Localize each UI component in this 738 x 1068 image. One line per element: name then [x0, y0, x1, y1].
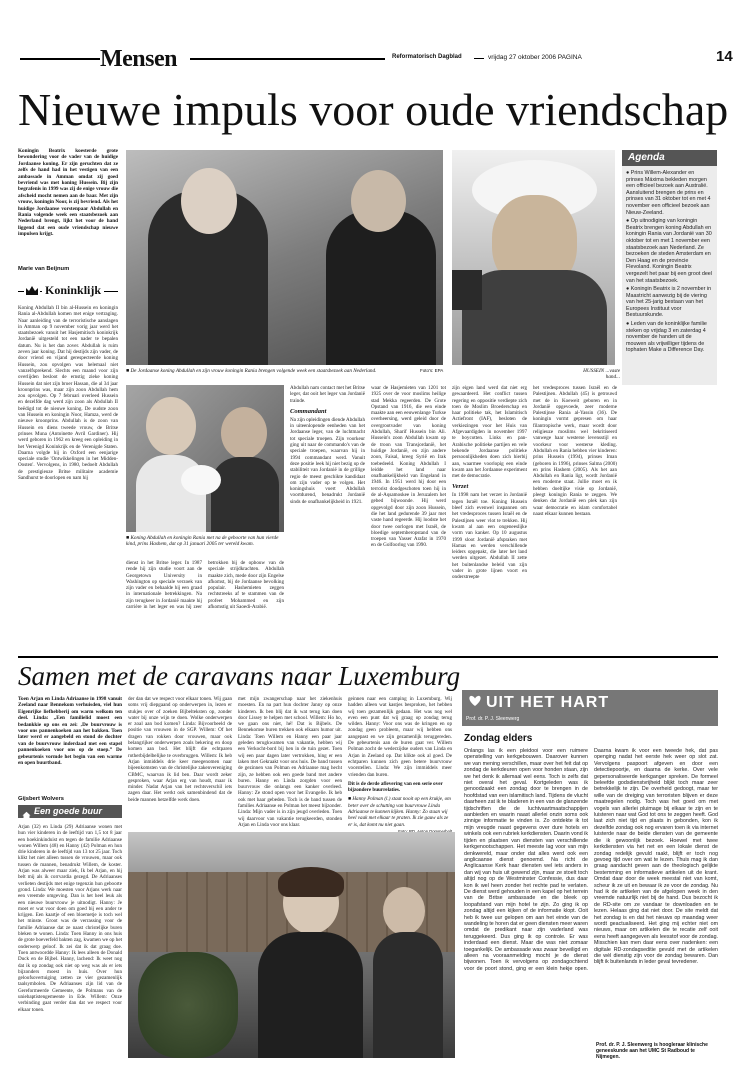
agenda-list [622, 166, 717, 354]
column-banner [462, 690, 718, 726]
column-3-text: Abdullah nam contact met het Britse leger, dat ooit het leger van Jordanië trainde. [290, 385, 365, 404]
photo-caption-2: HUSSEIN ...vaste hand... [583, 368, 620, 381]
photo-caption-3: ■ Koning Abdullah en koningin Rania met na de geboorte van hun vierde kind, prins Hashem, dat op 31 januari 2005 ter wereld kwam. [126, 535, 279, 548]
agenda-item: ● Prins Willem-Alexander en prinses Máxima bekleden morgen een officieel bezoek aan Australië. Aansluitend brengen de prins en prinses van 31 oktober tot en met 4 november een officieel bezoek aan Nieuw-Zeeland. [626, 170, 711, 216]
tag-label: Een goede buur [34, 806, 103, 816]
article-column-4: waar de Hasjemieten van 1201 tot 1925 over de voor moslims heilige stad Mekka regeerden. De Grote Opstand van 1916, die een einde maakte aan een eeuwenlange Turkse overheersing, werd geleid door de overgrootvader van koning Abdullah, Sharif Hussein bin Ali. Hussein's zoon Abdullah kwam op de troon van Transjordanië, het huidige Jordanië, en zijn andere zoon, Faisal, kreeg Syrië en Irak toebedeeld. Koning Abdullah I leidde het land naar onafhankelijkheid van Engeland in 1946. In 1951 werd hij door een terrorist doodgeschoten toen hij in de al-Aqsamoskee in Jeruzalem het gebed bijwoonde. Hij werd opgevolgd door zijn zoon Hussein, die het land gedurende 39 jaar met vaste hand regeerde. Hij loodste het door twee oorlogen met Israël, de bloedige septemberopstand van de troepen van Yasser Arafat in 1970 en de Golfoorlog van 1990. [371, 385, 446, 549]
column-author-note: Prof. dr. P. J. Sleenwerg is hoogleraar klinische geneeskunde aan het UMC St Radboud te Nijmegen. [596, 1042, 708, 1060]
banner-author: Prof. dr. P. J. Sleenwerg [466, 716, 520, 722]
article-column-2: dienst in het Britse leger. In 1987 rende hij zijn studie voort aan de Georgetown University in Washington op speciale verzoek van zijn vader en behaalde hij een graad in internationale betrekkingen. Na zijn terugkeer in Jordanië maakte hij carrière in het leger en was hij zeer betrokken bij de opbouw van de speciale strijdkrachten. Abdullah maakte zich, mede door zijn Engelse afkomst, bij de Jordaanse bevolking populair. Hashemieten zeggen rechtstreeks af te stammen van de profeet Mohammed en zijn afkomstig uit Saoedi-Arabië. [126, 560, 284, 611]
banner-title: UIT HET HART [486, 694, 610, 711]
byline: Marie van Beijnum [18, 266, 70, 272]
goede-buur-tag [18, 805, 122, 818]
series-note: Dit is de derde aflevering van een serie over bijzondere buurrelaties. [348, 780, 443, 794]
bullet-icon: ■ [126, 368, 131, 374]
photo-king-hussein [452, 150, 615, 365]
agenda-item: ● Op uitnodiging van koningin Beatrix brengen koning Abdullah en koningin Rania van Jordanië van 30 oktober tot en met 1 november een staatsbezoek aan Nederland. Ze bezoeken de steden Amsterdam en Den Haag en de provincie Flevoland. Koningin Beatrix vergezelt het paar bij een groot deel van het staatsbezoek. [626, 218, 713, 284]
article-column-3 [290, 385, 365, 650]
section-title: Mensen [100, 46, 177, 72]
subhead-commandant: Commandant [290, 407, 327, 415]
agenda-box [622, 150, 717, 385]
home-icon [22, 807, 31, 816]
section-divider [18, 656, 718, 658]
article-column-5 [452, 385, 527, 650]
column-4-text: geinnen naar een camping in Luxemburg. Wij hadden alleen wat kastjes besproken, het hebben wij toen gezamenlijk gedaan. Het was nog wel even een punt dat wij graag op zondag terug wilden. Hanny: Voor ons was de kringen en op zondag geen probleem, maar wij hebben ons aangepast en we zijn gezamenlijk teruggereden. De gebeurtenis aan de buren gaat ver. Willem Polman zocht de wederzijdse ouders van Linda en Arjan in Zeeland op. Dat klikte ook al goed. De echtparen kunnen zich geen betere buurvrouw voorstellen. Linda: We zijn immiddels meer vrienden dan buren. [348, 696, 452, 778]
verzet-text: In 1998 nam het verzet in Jordanië tegen Israël toe. Koning Hussein bleef zich evenwel inspannen om het vredesproces tussen Israël en de Palestijnen weer vlot te trekken. Hij kwam al aan een ongeneeslijke vorm van kanker. Op 10 augustus 1999 sloot Jordanië afspraken met Hamas en werden verschillende leiders opgepakt, die later het land werden uitgezet. Abdullah II zette het buitenlandse beleid van zijn vader in grote lijnen voort en onderstreepte [452, 492, 527, 581]
crown-icon [24, 283, 40, 299]
subhead-verzet: Verzet [452, 483, 469, 491]
agenda-title: Agenda [628, 152, 665, 163]
article-headline: Nieuwe impuls voor oude vriendschap [18, 84, 729, 135]
article2-column-4 [348, 696, 452, 826]
photo-credit-1: Foto's: EPA [420, 368, 444, 373]
heart-icon [468, 694, 482, 712]
column-title: Zondag elders [464, 733, 533, 744]
article-column-6: het vredesproces tussen Israël en de Palestijnen. Abdullah (45) is getrouwd met de in Koeweit geboren en in Jordanië opgevoede, zeer moderne Palestijnse Rania al-Yassin (36). De koningin vormt gepresen om haar filantropische werk, maar wordt door religieuze moslims wel bekritiseerd vanwege haar westerse levensstijl en voorkeur voor westerse kleding. Abdullah en Rania hebben vier kinderen: prins Hussein (1994), prinses Iman (geboren in 1996), prinses Salma (2000) en prins Hashem (2005). Als het aan Abdullah en Rania ligt, wordt Jordanië een moderne staat. Jullie moet en ik hebben doeltijke visie op Jordanië, pleegt koningin Rania te zeggen. We denken dat Jordanië een plek kan zijn waar democratie en islam comfortabel naast elkaar kunnen bestaan. [533, 385, 617, 517]
agenda-item: ● Koningin Beatrix is 2 november in Maastricht aanwezig bij de viering van het 25-jarig bestaan van het Europees Instituut voor Bestuurskunde. [626, 286, 712, 319]
masthead [20, 46, 733, 74]
koninklijk-tag [18, 283, 118, 299]
article-lede: Koningin Beatrix koesterde grote bewondering voor de vader van de huidige Jordaanse koning. Er zijn geruchten dat ze zelfs de hand had in het vestigen van een ambassade in Amman omdat zij goed bevriend was met koning Hussein. Bij zijn begrafenis in 1999 was zij de enige vrouw die afscheid mocht nemen aan de baar. Met zijn vrouw, koningin Noor, is zij bevriend. Als het huidige Jordaanse vorstenpaar Abdullah en Rania volgende week een staatsbezoek aan Nederland brengt, lijkt het voor de hand liggend dat een oude vriendschap nieuwe impulsen krijgt. [18, 148, 118, 238]
article2-byline: Gijsbert Wolvers [18, 796, 64, 802]
article2-headline: Samen met de caravans naar Luxemburg [18, 661, 461, 691]
bullet-icon: ■ [126, 535, 131, 541]
photo-royal-couple [126, 150, 443, 365]
article2-column-1: Arjan (32) en Linda (29) Adriaanse wonen met hun vier kinderen in de leeftijd van 1,5 tot 8 jaar een hoekinkinduist en tegen de familie Adriaanse wonen Willem (48) en Hanny (42) Polman en hun drie kinderen in de leeftijd van 13 tot 25 jaar. Toch klikt het niet alleen tussen de vrouwen, maar ook tussen de mannen, benadrukt Willem, de koster. Arjan was alweer maar ziek, Ik bel Arjan, en hij belt mij als ik corrvardia gezegd. De Adriaanses verlieten destijds met enige tegenzin hun geboorte grond. Linda: We moesten voor Arjans werk naar een vreemde omgeving. Dan is het heel leuk als een nieuwe buurvrouw je uitnodigt. Hanny: Je moet er wat voor doen om goed bij een ander te krijgen. Een kaartje of een bloemetje is toch wel het minste. Groot was de verrassing voor de familie Adriaanse dat ze naast christelijke buren bleken te wonen. Linda: Toen Hanny in ons huis de grote boeverfeld bakten zag, kwamen we op het onderwerp geloof. Ik zei dat ik dat graag doe. Toen antwoordde Hanny: Ik lees alleen de Donald Duck en de Bijbel. Hanny, lachend: Ik weet nog dat ik op zondag ook niet op weg was als er iets bijzonders moest in huis. Over hun geloofsovertuiging zetten ze vier gezamenlijk taalsymbolen. De Adriaanses zijn lid van de Gereformeerde Gemeente, de Polmans van de uniebaptistengemeente in Ede. Willem: Onze verbinding gaat verder dan dat we respect voor elkaar tonen. [18, 824, 122, 1013]
article2-lede: Toen Arjan en Linda Adriaanse in 1998 vanuit Zeeland naar Bennekom verhuisden, viel hun Eigenrijke liefhebberij om warm welkom ten deel. Linda: „Een familielid moest een bedankkie op ons en zei: ‚De buurvrouw is voor ons pannenkoeken aan het bakken. Toen later werd er aangebeld en stond de dochter van de buurvrouw inderdaad met een stapel pannenkoeken voor ons op de stoep.” De gebeurtenis vormde het begin van een warme en open buurtband. [18, 696, 122, 767]
article2-column-3: met mijn zwangerschap naar het ziekenhuis moesten. En na part hun dochter Janny op onze kinderen. Ik ben blij dat ik wat terug kan doen door Lissey te helpen met school. Willem: Ho ho, we gaan ons niet, hé! Dat is Bijbels. De Bennekomse buren trekken ook elkaars humor uit. Linda: Toen Willem en Hanny een paar jaar geleden terugkwamen van vakantie, hebben wij een Verkocht-bord bij hen in de tuin gezet. Toen wij een paar dagen later vertrokken, hing er een laken met Gekraakt voor ons huis. De band tussen de gezinnen van Polman en Adriaanse mag hecht zijn, ze hebben ook een goede band met andere buren. Hanny en Linda zorgden voor een buurvrouw die onlangs een kanker overleed. Hanny: Ze stond open voor het Evangelie. Ik heb ook met haar gebeden. Toch is de band tussen de families Adriaanse en Polman het meest bijzonder. Linda: Mijn vader is in zijn jeugd overleden. Toen wij daarvoor van vakantie terugkeerden, stonden Arjan en Linda voor ons klaar. [238, 696, 342, 828]
agenda-item: ● Leden van de koninklijke familie steken op vrijdag 3 en zaterdag 4 november de handen uit de mouwen als vrijwilliger tijdens de tophaten Make a Difference Day. [626, 321, 707, 354]
photo-caption-1: ■ De Jordaanse koning Abdullah en zijn vrouw koningin Rania brengen volgende week een staatsbezoek aan Nederland. [126, 368, 377, 374]
column-text: Onlangs las ik een pleidooi voor een ruimere openstelling van kerkgebouwen. Daarover kunnen we van mening verschillen, maar over het feit dat op zondag de kerkdeuren open voor honden staan, zijn we het denk ik allemaal wel eens. Toch is zelfs dat niet overal het geval. Kortgeleden was ik genoodzaakt een zondag door te brengen in de hoofdstad van een islamitisch land. Tijdens de vlucht daarheen zat ik te bladeren in een van de glanzende tijdschriften die de luchtvaartmaatschappijen aanbieden en waarin naast allerlei onzin soms ook zinnige informatie te vinden is. Zo ontdekte ik tot mijn vreugde naast gegevens over dure hotels en winkels ook een rubriek kerkdiensten. Daarin vond ik tijden en plaatsen van diensten van verschillende kerkgenootschappen. Het meeste lag voor van mijn denkwereld, maar onder dat alles werd ook een anglicaanse dienst genoemd. Na richt de Anglicaanse Kerk haar diensten wel iets anders in dan wij van huis uit gewend zijn, maar ze stoelt toch altijd nog op de Westminster Confessie, dus daar kon ik wel heen zonder het rechte pad te verlaten. De dienst werd gehouden in een kapel op het terrein van de Britse ambassade en die bleek op loopafstand van mijn hotel te zijn. Zo ging ik op zondag altijd een kijken of de informatie klopt. Ooit heb ik twee uur gelopen om aan het einde van de wandeling te horen dat er geen diensten meer waren omdat de predikant naar zijn vaderland was teruggekeerd. Dus ging ik op controle. Er was inderdaad een dienst. Maar die was niet zomaar toegankelijk. De ambassade was zwaar beveiligd en alleen na vooraanmelding mocht je de dienst bijwonen. Toen ik vervolgens op zondagochtend voor de poort stond, ging er een klein hekje open. Daarna kwam ik voor een tweede hek, dat pas openging nadat het eerste hek weer op slot zat. Vervolgens paspoort afgeven en door een detectiepoortje, en daarna de kerke. Over vele gepersonaliseerde kerkganger spreken. De formeel beleefde godsdienstvrijheid blijkt toch maar zeer betrekkelijk te zijn. De overheid gedoogt, maar ter wille van de dreiging van terroristen blijven er deze maatregelen nodig. Toch was het goed om met vogels van allerlei pluimage bij elkaar te zijn en te luisteren naar wat God tot ons te zeggen heeft. God laat zich niet tijd en plaats in gebonden, kon ik dezelfde zondag ook nog ervaren toen ik via internet luisterde naar de beide diensten van de gemeente die ik gewoonlijk bezoek. Hoewel met twee kerkdiensten via het net en een lokale dienst de zondag redelijk gevuld raakt, blijft er toch nog gevoeg tijd over om wat te lezen. Thuis mag ik dan graag aandacht geven aan de theologisch gelijkte bestemming en informatieve artikelen uit de krant. Omdat daar door de week meestal niet van komt, scheur ik ze uit en bewaar ik ze voor de zondag. Nu had ik de artikelen van de afgelopen week in den vreemde natuurlijk niet bij de hand. Dus bezocht ik de RD-site om ze vandaar te downloaden en te lezen. Helaas ging dat niet door. De site meldt dat het zondag is en dat het nieuws op maandag weer wordt geactualiseerd. Het ging mij echter niet om nieuws, maar om artikelen die te recatie zelf ooit eens heeft aangegeven als leesstof voor de zondag. Misschien kan men daar eens over nadenken: een digitale RD-zondagseditie gevuld met de artikelen die wèl dienstig zijn voor de zondag bewaren. Dan blijft ik buitenlands in leder geval tevredener. [464, 748, 718, 972]
article2-column-2: der dan dat we respect voor elkaar tonen. Wij gaan soms vrij diepgaand op onderwerpen in, lezen er stukjes over of zoeken Bijbelteksten op, zonder water bij onze wijn te doen. Wolke onderwerpen er zoal aan bod komen? Linda: Bijvoorbeeld de positie van vrouwen in de SGP. Willem: Of het dragen van rokken door vrouwen, maar ook belangrijker onderwerpen zoals bekering en doop komen aan bod. Het blijft die echtparen rotherbijdelbelijke te overbruggen. Willem: Ik heb Arjan inmiddels drie keer meegenomen naar bijeenkomsten van de christelijke zakenvereniging CBMC, waarvan ik lid ben. Daar wordt zeker gesproken, waar Arjan erg van houdt, maar ik minder. Nadat Arjan van het rechtsverschil iets zagen daar. Het werkt ook samenbindend dat de beide mannen hetzelfde werk doen. [128, 696, 232, 803]
photo-caption: ■ Hanny Polman (l.) staat nooit op een krukje, om beter over de schutting van buurvrouw Linda Adriaanse te kunnen kijken. Hanny: Zo staan wij heel vaak met elkaar te praten. Ik zie gauw als ze er is, dat komt nu niet gaan. [348, 796, 451, 828]
agenda-header [622, 150, 717, 166]
article-column-1: Koning Abdullah II bin al-Hussein en koningin Rania al-Abdullah komen met enige vertraging. Naar aanleiding van de terroristische aanslagen in Amman op 9 november vorig jaar werd het staatsbezoek vanuit het Hasjemitisch koninkrijk Jordanië uitgesteld tot een nader te bepalen datum. Nu is het dan zover. Abdullah is ruim zeven jaar koning. Dat hij destijds zijn vader, de door vriend en vijand gerespecteerde koning Hussein, zou opvolgen was helemaal niet vanzelfsprekend. Slechts een maand voor zijn overlijden besloot de ernstig zieke koning Hussein dat niet zijn broer Hassan, die al 34 jaar kroonprins was, maar zijn zoon Abdullah hem zou opvolgen. Op 7 februari overleed Hussein en dezelfde dag werd zijn zoon als Abdullah II beëdigd tot de nieuwe koning. De oudste zoon van Hussein en koningin Noor, Hamza, werd de nieuwe kroonprins. Abdullah is de zoon van Hussein en diens tweede vrouw, de Britse prinses Muna (Antoinette Avril Gardiner). Hij werd geboren in 1962 en kreeg een opleiding in het Verenigd Koninkrijk en de Verenigde Staten. Daarna volgde hij in Oxford een eenjarige speciale studie 'Ontwikkelingen in het Midden-Oosten'. Vervolgens, in 1980, bedoelt Abdullah de prestigieuze Britse militaire academie Sandhurst te doorlopen en nam hij [18, 305, 118, 482]
paper-name: Reformatorisch Dagblad [392, 54, 462, 60]
photo-royal-family [126, 385, 284, 532]
tag-label: Koninklijk [42, 283, 104, 298]
photo-neighbors [128, 832, 455, 1058]
page-date: vrijdag 27 oktober 2006 PAGINA [488, 54, 582, 61]
page-number: 14 [716, 48, 733, 65]
commandant-text: Na zijn opleidingen diende Abdullah in uiteenlopende eenheden van het Jordaanse leger, van de luchtmacht tot speciale troepen. Zijn voorkeur ging uit naar de commando's van de speciale troepen, waarvan hij in 1994 commandant werd. Vanuit deze positie leek hij niet bezig op de stabiliteit van Jordanië in de grillige regio de meest geschikte kandidaat om zijn vader op te volgen. Het koningshuis voert Abdullah voortdurend, benadrukt Jordanië sinds de onafhankelijkheid in 1921. [290, 416, 365, 505]
column-5-text: zijn eigen land werd dat niet erg gewaardeerd. Het conflict tussen regering en oppositie verdiepte zich toen de Moslim Broederschap en haar politieke tak, het Islamitisch Actiefront (IAF), besloten de verkiezingen voor het Huis van Afgevaardigden in november 1997 te boycotten. Links en pan-Arabische politieke partijen en vele bekende Jordaanse politieke persoonlijkheden doen zich hierbij aan, waarmee voorlopig een einde kwam aan het Jordaanse experiment met de democratie. [452, 385, 527, 480]
bullet-icon: ■ [348, 796, 353, 803]
